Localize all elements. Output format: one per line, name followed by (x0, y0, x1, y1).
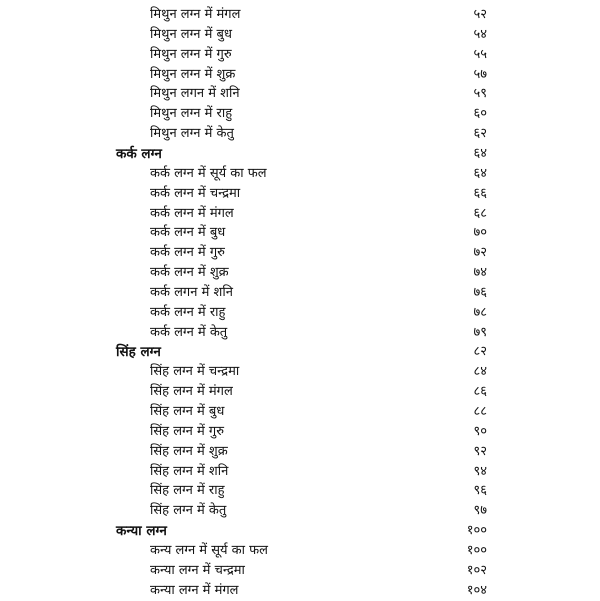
toc-entry (0, 303, 600, 323)
entry-title: सिंह लग्न में गुरु (150, 423, 225, 439)
page-number: ६८ (473, 205, 487, 221)
page-number: ५४ (473, 26, 487, 42)
toc-entry (0, 501, 600, 521)
toc-entry (0, 25, 600, 45)
page-number: ५५ (473, 46, 487, 62)
entry-title: सिंह लग्न में बुध (150, 404, 225, 419)
toc-entry (0, 5, 600, 25)
entry-title: मिथुन लगन में शनि (150, 86, 240, 102)
page-number: १०२ (466, 562, 487, 578)
entry-title: कर्क लग्न में बुध (150, 225, 226, 241)
page-number: १०० (466, 523, 487, 539)
page-number: ५२ (473, 7, 487, 22)
entry-title: सिंह लग्न में शुक्र (150, 443, 228, 459)
toc-entry (0, 581, 600, 601)
entry-title: मिथुन लग्न में बुध (150, 26, 232, 42)
toc-entry (0, 382, 600, 402)
entry-title: कर्क लगन में शनि (150, 284, 233, 300)
entry-title: कर्क लग्न में मंगल (150, 205, 234, 221)
toc-entry (0, 442, 600, 462)
page-number: ७९ (473, 324, 487, 340)
page-number: ६२ (473, 126, 487, 142)
toc-entry (0, 402, 600, 422)
entry-title: मिथुन लग्न में राहु (150, 106, 233, 122)
toc-entry (0, 283, 600, 303)
entry-title: सिंह लग्न में शनि (150, 463, 229, 479)
toc-entry (0, 124, 600, 144)
page-number: ९० (473, 423, 487, 439)
toc-entry (0, 45, 600, 65)
toc-entry (0, 204, 600, 224)
entry-title: कन्या लग्न में चन्द्रमा (150, 562, 245, 578)
section-title: कर्क लग्न (116, 145, 162, 162)
page-number: ६६ (473, 185, 487, 201)
toc-entry (0, 462, 600, 482)
toc-entry (0, 323, 600, 343)
entry-title: कर्क लग्न में सूर्य का फल (150, 165, 267, 181)
page-number: १०० (466, 542, 487, 558)
page-number: ५७ (473, 66, 487, 82)
page-number: ८२ (473, 344, 487, 360)
section-title: सिंह लग्न (116, 344, 161, 361)
toc-entry (0, 362, 600, 382)
toc-entry (0, 184, 600, 204)
toc-entry (0, 561, 600, 581)
page-number: ५९ (473, 86, 487, 102)
page-number: ७६ (473, 284, 487, 300)
entry-title: सिंह लग्न में राहु (150, 483, 225, 499)
entry-title: कर्क लग्न में केतु (150, 324, 228, 340)
page-number: ६४ (473, 165, 487, 181)
page-number: ८८ (473, 404, 487, 419)
entry-title: मिथुन लग्न में मंगल (150, 7, 241, 22)
page-number: १०४ (466, 582, 487, 598)
page-number: ७० (473, 225, 487, 241)
entry-title: मिथुन लग्न में शुक्र (150, 66, 236, 82)
toc-entry (0, 65, 600, 85)
toc-entry (0, 164, 600, 184)
entry-title: कर्क लग्न में चन्द्रमा (150, 185, 241, 201)
entry-title: मिथुन लग्न में गुरु (150, 46, 232, 62)
page-number: ९२ (473, 443, 487, 459)
toc-entry (0, 263, 600, 283)
toc-section-heading (0, 521, 600, 541)
toc-entry (0, 422, 600, 442)
entry-title: कर्क लग्न में गुरु (150, 245, 225, 261)
toc-section-heading (0, 342, 600, 362)
page-number: ८६ (473, 384, 487, 400)
entry-title: कन्य लग्न में सूर्य का फल (150, 542, 268, 558)
page-number: ९४ (473, 463, 487, 479)
page-number: ६० (473, 106, 487, 122)
entry-title: सिंह लग्न में केतु (150, 503, 227, 519)
entry-title: सिंह लग्न में मंगल (150, 384, 233, 400)
entry-title: कर्क लग्न में राहु (150, 304, 226, 320)
section-title: कन्या लग्न (116, 523, 167, 540)
toc-entry (0, 84, 600, 104)
page-number: ७८ (473, 304, 487, 320)
toc-entry (0, 223, 600, 243)
page-number: ७२ (473, 245, 487, 261)
page-number: ९६ (473, 483, 487, 499)
entry-title: कर्क लग्न में शुक्र (150, 265, 229, 281)
toc-entry (0, 481, 600, 501)
entry-title: सिंह लग्न में चन्द्रमा (150, 364, 240, 380)
toc-entry (0, 104, 600, 124)
page-number: ८४ (473, 364, 487, 380)
toc-section-heading (0, 144, 600, 164)
entry-title: मिथुन लग्न में केतु (150, 126, 234, 142)
toc-entry (0, 541, 600, 561)
page-number: ६४ (473, 145, 487, 161)
toc-entry (0, 243, 600, 263)
page-number: ९७ (473, 503, 487, 519)
entry-title: कन्या लग्न में मंगल (150, 582, 239, 598)
page-number: ७४ (473, 265, 487, 281)
